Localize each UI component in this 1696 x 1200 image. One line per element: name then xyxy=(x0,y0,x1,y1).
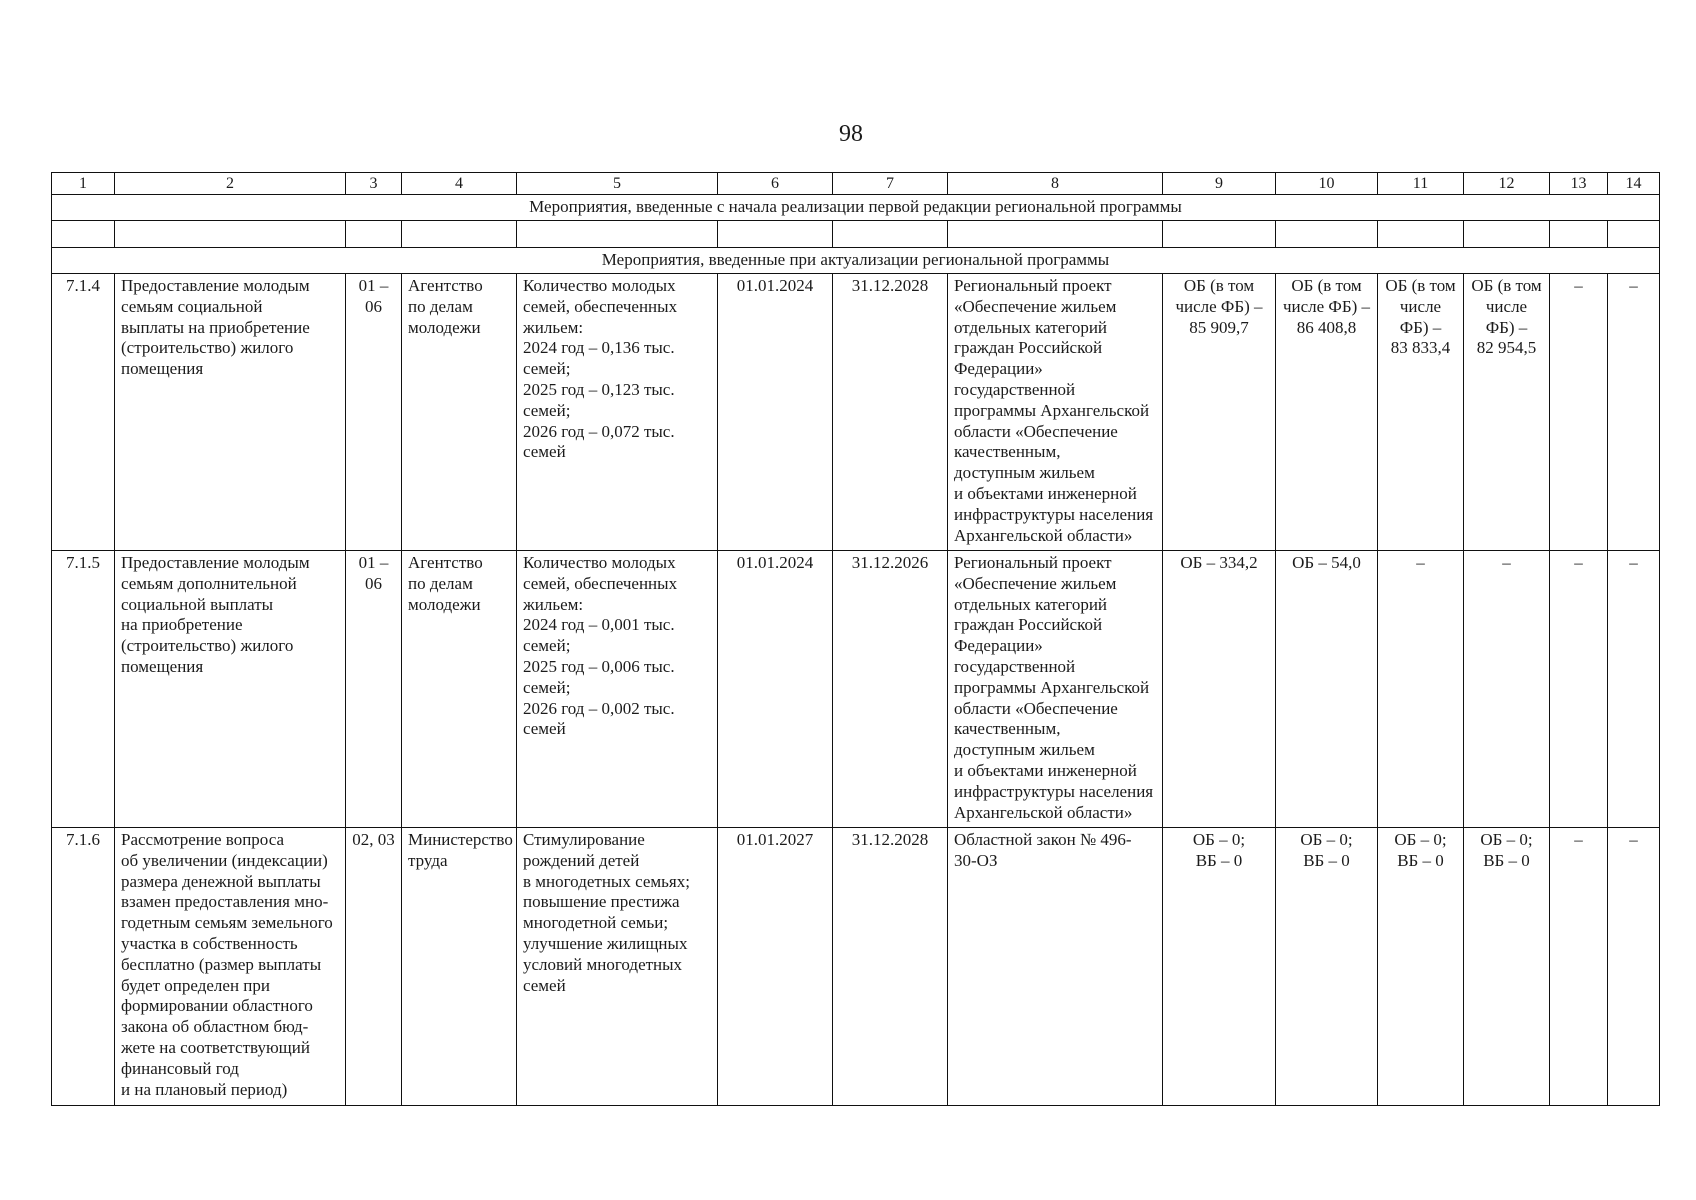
executor-cell: Агентство по делам молодежи xyxy=(402,274,517,551)
funding-cell: ОБ – 0; ВБ – 0 xyxy=(1276,828,1378,1106)
section-row xyxy=(52,248,1660,274)
column-number: 11 xyxy=(1378,173,1464,195)
section-title-first-edition: Мероприятия, введенные с начала реализации первой редакции региональной программы xyxy=(52,195,1660,221)
column-number: 4 xyxy=(402,173,517,195)
funding-cell: – xyxy=(1550,274,1608,551)
funding-cell: – xyxy=(1378,551,1464,828)
empty-cell xyxy=(948,221,1163,248)
column-number: 12 xyxy=(1464,173,1550,195)
code-cell: 01 – 06 xyxy=(346,551,402,828)
column-number: 2 xyxy=(115,173,346,195)
table-row xyxy=(52,274,1660,551)
empty-cell xyxy=(517,221,718,248)
empty-cell xyxy=(115,221,346,248)
funding-cell: – xyxy=(1550,828,1608,1106)
funding-cell: ОБ (в том числе ФБ) – 82 954,5 xyxy=(1464,274,1550,551)
empty-cell xyxy=(346,221,402,248)
funding-cell: – xyxy=(1550,551,1608,828)
empty-row xyxy=(52,221,1660,248)
column-number: 8 xyxy=(948,173,1163,195)
funding-cell: ОБ (в том числе ФБ) – 86 408,8 xyxy=(1276,274,1378,551)
program-link-cell: Областной закон № 496- 30-ОЗ xyxy=(948,828,1163,1106)
column-number: 10 xyxy=(1276,173,1378,195)
funding-cell: ОБ – 0; ВБ – 0 xyxy=(1163,828,1276,1106)
section-title-update: Мероприятия, введенные при актуализации региональной программы xyxy=(52,248,1660,274)
program-link-cell: Региональный проект «Обеспечение жильем отдельных категорий граждан Российской Федерации» государственной программы Архангельской области «Обеспечение качественным, доступным жильем и объектами инженерной инфраструктуры населения Архангельской области» xyxy=(948,551,1163,828)
empty-cell xyxy=(1550,221,1608,248)
column-number: 6 xyxy=(718,173,833,195)
end-date-cell: 31.12.2028 xyxy=(833,828,948,1106)
result-cell: Количество молодых семей, обеспеченных жильем: 2024 год – 0,001 тыс. семей; 2025 год – 0,006 тыс. семей; 2026 год – 0,002 тыс. семей xyxy=(517,551,718,828)
funding-cell: – xyxy=(1464,551,1550,828)
funding-cell: ОБ – 0; ВБ – 0 xyxy=(1464,828,1550,1106)
table-row xyxy=(52,828,1660,1106)
empty-cell xyxy=(402,221,517,248)
empty-cell xyxy=(718,221,833,248)
column-number: 14 xyxy=(1608,173,1660,195)
funding-cell: ОБ – 334,2 xyxy=(1163,551,1276,828)
executor-cell: Агентство по делам молодежи xyxy=(402,551,517,828)
column-number: 1 xyxy=(52,173,115,195)
funding-cell: ОБ (в том числе ФБ) – 85 909,7 xyxy=(1163,274,1276,551)
funding-cell: ОБ (в том числе ФБ) – 83 833,4 xyxy=(1378,274,1464,551)
empty-cell xyxy=(1378,221,1464,248)
result-cell: Стимулирование рождений детей в многодетных семьях; повышение престижа многодетной семьи; улучшение жилищных условий многодетных семей xyxy=(517,828,718,1106)
column-number: 9 xyxy=(1163,173,1276,195)
column-number: 5 xyxy=(517,173,718,195)
empty-cell xyxy=(52,221,115,248)
column-number-row xyxy=(52,173,1660,195)
row-number-cell: 7.1.4 xyxy=(52,274,115,551)
activity-name-cell: Предоставление молодым семьям социальной выплаты на приобретение (строительство) жилого помещения xyxy=(115,274,346,551)
activity-name-cell: Рассмотрение вопроса об увеличении (индексации) размера денежной выплаты взамен предоставления мно- годетным семьям земельного участка в собственность бесплатно (размер выплаты будет определен при формировании областного закона об областном бюд- жете на соответствующий финансовый год и на плановый период) xyxy=(115,828,346,1106)
empty-cell xyxy=(833,221,948,248)
empty-cell xyxy=(1163,221,1276,248)
program-link-cell: Региональный проект «Обеспечение жильем отдельных категорий граждан Российской Федерации» государственной программы Архангельской области «Обеспечение качественным, доступным жильем и объектами инженерной инфраструктуры населения Архангельской области» xyxy=(948,274,1163,551)
table-row xyxy=(52,551,1660,828)
section-row xyxy=(52,195,1660,221)
code-cell: 01 – 06 xyxy=(346,274,402,551)
page-number: 98 xyxy=(839,121,863,147)
code-cell: 02, 03 xyxy=(346,828,402,1106)
funding-cell: ОБ – 0; ВБ – 0 xyxy=(1378,828,1464,1106)
column-number: 13 xyxy=(1550,173,1608,195)
empty-cell xyxy=(1464,221,1550,248)
result-cell: Количество молодых семей, обеспеченных жильем: 2024 год – 0,136 тыс. семей; 2025 год – 0,123 тыс. семей; 2026 год – 0,072 тыс. семей xyxy=(517,274,718,551)
empty-cell xyxy=(1608,221,1660,248)
start-date-cell: 01.01.2027 xyxy=(718,828,833,1106)
row-number-cell: 7.1.5 xyxy=(52,551,115,828)
executor-cell: Министерство труда xyxy=(402,828,517,1106)
start-date-cell: 01.01.2024 xyxy=(718,274,833,551)
activity-name-cell: Предоставление молодым семьям дополнительной социальной выплаты на приобретение (строительство) жилого помещения xyxy=(115,551,346,828)
funding-cell: – xyxy=(1608,551,1660,828)
activities-table xyxy=(51,172,1660,1106)
funding-cell: – xyxy=(1608,828,1660,1106)
funding-cell: – xyxy=(1608,274,1660,551)
end-date-cell: 31.12.2026 xyxy=(833,551,948,828)
funding-cell: ОБ – 54,0 xyxy=(1276,551,1378,828)
column-number: 7 xyxy=(833,173,948,195)
start-date-cell: 01.01.2024 xyxy=(718,551,833,828)
end-date-cell: 31.12.2028 xyxy=(833,274,948,551)
column-number: 3 xyxy=(346,173,402,195)
row-number-cell: 7.1.6 xyxy=(52,828,115,1106)
empty-cell xyxy=(1276,221,1378,248)
